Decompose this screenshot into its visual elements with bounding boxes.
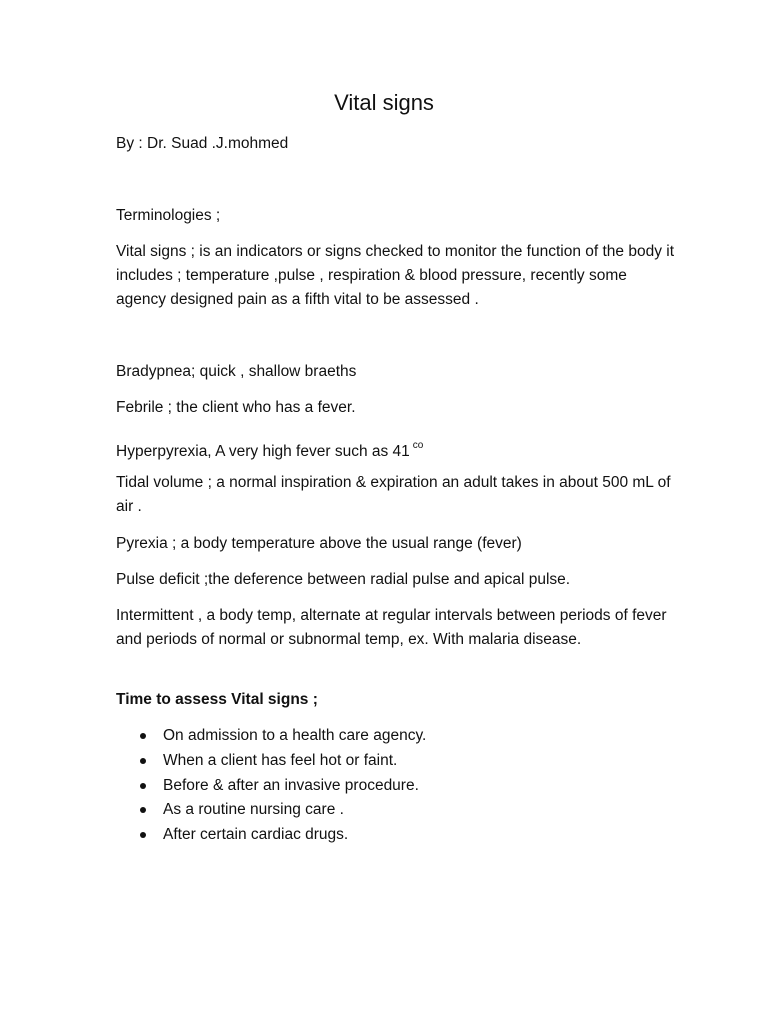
- list-item-text: On admission to a health care agency.: [163, 727, 427, 744]
- terminologies-heading: Terminologies ;: [116, 207, 221, 224]
- vital-signs-definition: Vital signs ; is an indicators or signs checked to monitor the function of the body it includes ; temperature ,pulse , respiration & blood pressure, recently some agency designed pain as a fifth vital to be assessed .: [116, 243, 675, 308]
- list-item: [116, 749, 426, 774]
- list-item: [116, 798, 426, 823]
- list-item-text: As a routine nursing care .: [163, 801, 344, 819]
- bullet-icon: [140, 832, 146, 838]
- temperature-unit: co: [412, 440, 424, 451]
- assess-list: [116, 724, 426, 848]
- bullet-icon: [140, 733, 146, 739]
- list-item-text: When a client has feel hot or faint.: [163, 751, 398, 769]
- bullet-icon: [140, 807, 146, 813]
- list-item-text: After certain cardiac drugs.: [163, 826, 349, 844]
- term-hyperpyrexia: [116, 434, 656, 464]
- list-item-text: Before & after an invasive procedure.: [163, 776, 419, 794]
- term-bradypnea: Bradypnea; quick , shallow braeths: [116, 363, 357, 380]
- term-febrile: Febrile ; the client who has a fever.: [116, 399, 356, 416]
- term-tidal-volume: Tidal volume ; a normal inspiration & expiration an adult takes in about 500 mL of air .: [116, 474, 671, 515]
- term-intermittent: Intermittent , a body temp, alternate at regular intervals between periods of fever and periods of normal or subnormal temp, ex. With malaria disease.: [116, 607, 667, 648]
- assess-heading: Time to assess Vital signs ;: [116, 691, 318, 708]
- term-pyrexia: Pyrexia ; a body temperature above the usual range (fever): [116, 535, 522, 552]
- document-title: Vital signs: [334, 90, 434, 115]
- list-item: [116, 774, 426, 799]
- author-line: By : Dr. Suad .J.mohmed: [116, 135, 289, 152]
- term-pulse-deficit: Pulse deficit ;the deference between radial pulse and apical pulse.: [116, 571, 571, 588]
- list-item: [116, 724, 426, 749]
- list-item: [116, 823, 426, 848]
- bullet-icon: [140, 783, 146, 789]
- term-hyperpyrexia-text: Hyperpyrexia, A very high fever such as 41: [116, 443, 410, 460]
- bullet-icon: [140, 758, 146, 764]
